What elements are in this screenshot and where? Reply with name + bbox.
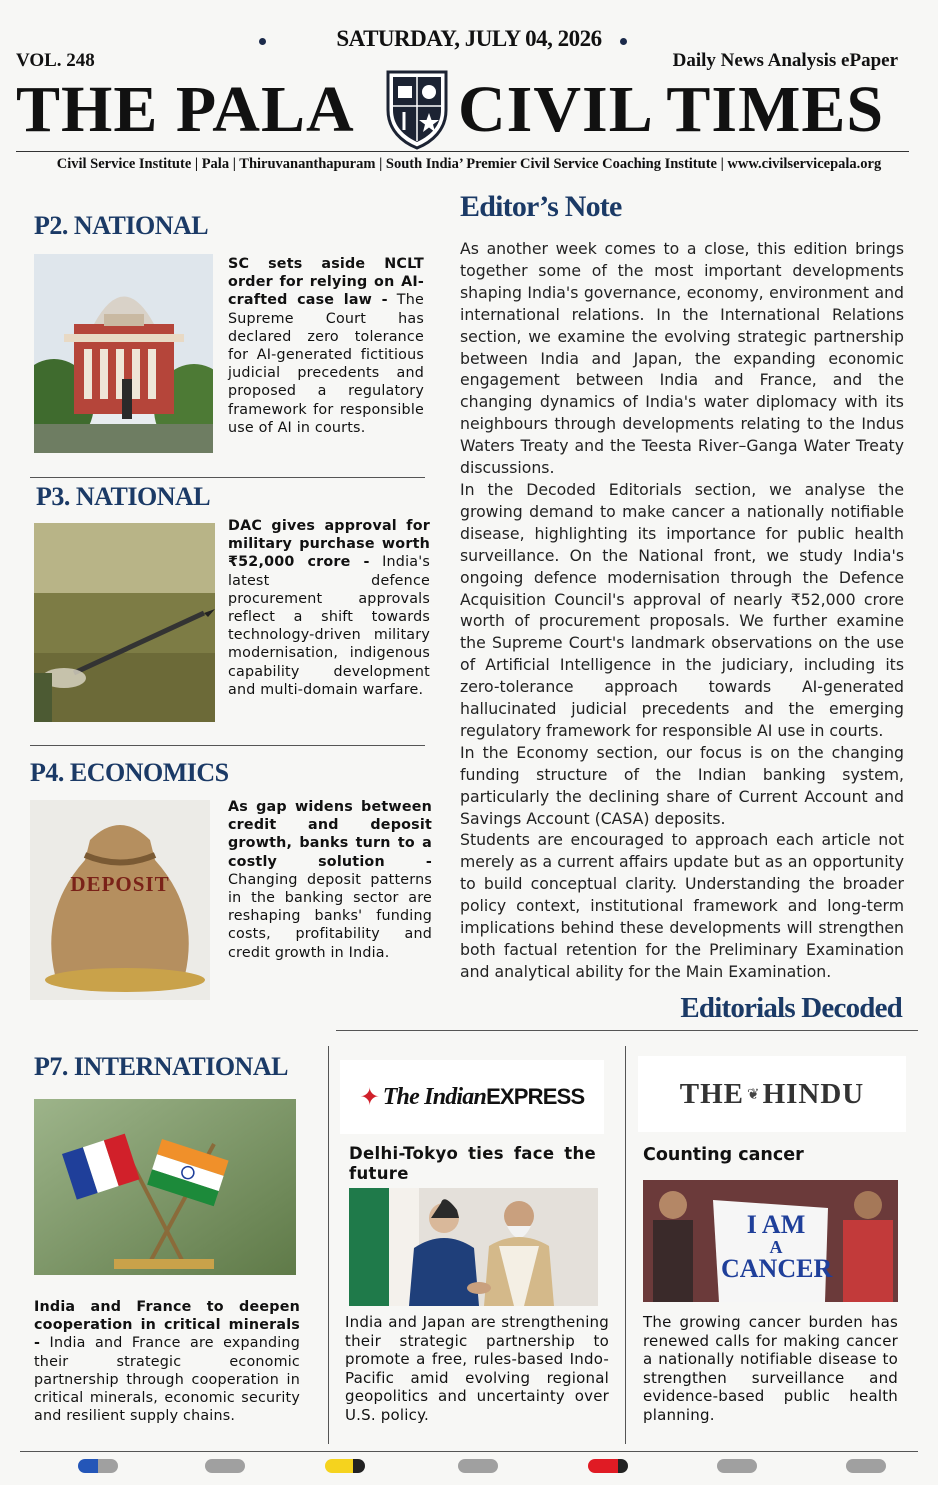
story-p2	[228, 255, 424, 437]
page-indicator-pill[interactable]	[717, 1459, 757, 1473]
supreme-court-photo	[34, 254, 213, 453]
masthead-title-right: CIVIL TIMES	[458, 73, 885, 146]
express-mark-icon: ✦	[359, 1083, 380, 1111]
page-indicator-pill[interactable]	[458, 1459, 498, 1473]
story-p4	[228, 798, 432, 962]
institute-crest-icon	[384, 68, 450, 150]
story-p4-headline[interactable]: As gap widens between credit and deposit growth, banks turn to a costly solution -	[228, 799, 432, 870]
page-indicator-pill[interactable]	[325, 1459, 365, 1473]
column-divider	[625, 1046, 626, 1444]
page-indicator-pill[interactable]	[846, 1459, 886, 1473]
missile-launch-photo	[34, 523, 215, 722]
page-indicator-pill[interactable]	[205, 1459, 245, 1473]
section-heading-p3: P3. NATIONAL	[36, 482, 211, 511]
express-logo-text: The Indian	[382, 1083, 487, 1110]
deposit-sack-label: DEPOSIT	[70, 872, 170, 896]
story-p4-body: Changing deposit patterns in the banking sector are reshaping banks' funding costs, profitability and credit growth in India.	[228, 871, 432, 961]
story-p7-body: India and France are expanding their strategic economic partnership through cooperation in critical minerals, economic security and resilient supply chains.	[34, 1335, 300, 1425]
placard-line: CANCER	[721, 1254, 833, 1283]
institute-tagline: Civil Service Institute | Pala | Thiruvananthapuram | South India’ Premier Civil Service Coaching Institute | www.civilservicepala.org	[56, 156, 882, 172]
placard-line: I AM	[746, 1210, 806, 1239]
edition-label: Daily News Analysis ePaper	[672, 50, 898, 71]
masthead-title-left: THE PALA	[16, 73, 355, 146]
story-p2-headline[interactable]: SC sets aside NCLT order for relying on AI-crafted case law -	[228, 256, 424, 309]
hindu-headline[interactable]: Counting cancer	[643, 1145, 804, 1165]
editor-note-paragraph: In the Decoded Editorials section, we analyse the growing demand to make cancer a nationally notifiable disease, highlighting its importance for public health surveillance. On the National front, we study India's ongoing defence modernisation through the Defence Acquisition Council's approval of nearly ₹52,000 crore worth of procurement proposals. We further examine the Supreme Court's landmark observations on the use of Artificial Intelligence in the judiciary, including its zero-tolerance approach towards AI-generated hallucinated judicial precedents and the emerging regulatory framework for responsible AI use in courts.	[460, 479, 904, 740]
masthead-divider	[16, 151, 909, 152]
editor-note-title: Editor’s Note	[460, 190, 622, 223]
deposit-sack-photo	[30, 800, 210, 1000]
editorials-decoded-heading: Editorials Decoded	[680, 992, 902, 1024]
editor-note-paragraph: In the Economy section, our focus is on the changing funding structure of the Indian banking system, particularly the declining share of Current Account and Savings Account (CASA) deposits.	[460, 742, 904, 828]
express-logo-bold: EXPRESS	[486, 1084, 585, 1109]
hindu-summary: The growing cancer burden has renewed calls for making cancer a nationally notifiable disease to strengthen surveillance and evidence-based public health planning.	[643, 1313, 898, 1424]
divider	[336, 1030, 918, 1031]
column-divider	[328, 1046, 329, 1444]
page-indicator-pill[interactable]	[78, 1459, 118, 1473]
cancer-awareness-photo	[643, 1180, 898, 1302]
india-france-flags-photo	[34, 1099, 296, 1275]
indian-express-logo	[340, 1060, 604, 1134]
hindu-logo-right: HINDU	[762, 1077, 865, 1110]
express-summary: India and Japan are strengthening their strategic partnership to promote a free, rules-based Indo-Pacific amid evolving regional geopolitics and uncertainty over U.S. policy.	[345, 1313, 609, 1424]
section-heading-p2: P2. NATIONAL	[34, 211, 209, 240]
editor-note-body	[460, 238, 904, 983]
story-p3	[228, 517, 430, 699]
the-hindu-logo	[638, 1056, 906, 1132]
placard-line: A	[769, 1237, 783, 1257]
story-p7-headline[interactable]: India and France to deepen cooperation in critical minerals -	[34, 1299, 300, 1352]
story-p3-headline[interactable]: DAC gives approval for military purchase worth ₹52,000 crore -	[228, 518, 430, 571]
section-heading-p7: P7. INTERNATIONAL	[34, 1052, 288, 1081]
volume-number: VOL. 248	[16, 50, 95, 71]
placard-text	[721, 1212, 831, 1282]
decorative-dot-right	[620, 38, 627, 45]
page-indicator-pill[interactable]	[588, 1459, 628, 1473]
divider	[30, 745, 425, 746]
express-headline[interactable]: Delhi-Tokyo ties face the future	[349, 1144, 596, 1183]
footer-divider	[20, 1451, 918, 1452]
leaders-handshake-photo	[349, 1188, 598, 1306]
story-p3-body: India's latest defence procurement approvals reflect a shift towards technology-driven military modernisation, indigenous capability development and multi-domain warfare.	[228, 554, 430, 698]
hindu-logo-left: THE	[679, 1077, 744, 1110]
section-heading-p4: P4. ECONOMICS	[30, 758, 229, 787]
story-p2-body: The Supreme Court has declared zero tolerance for AI-generated fictitious judicial precedents and proposed a regulatory framework for responsible use of AI in courts.	[228, 292, 424, 436]
editor-note-paragraph: As another week comes to a close, this edition brings together some of the most important developments shaping India's governance, economy, environment and international relations. In the International Relations section, we examine the evolving strategic partnership between India and Japan, the expanding economic engagement between India and France, and the changing dynamics of India's water diplomacy with its neighbours through developments relating to the Indus Waters Treaty and the Teesta River–Ganga Water Treaty discussions.	[460, 239, 904, 478]
divider	[30, 477, 425, 478]
issue-date: SATURDAY, JULY 04, 2026	[336, 26, 602, 51]
story-p7	[34, 1298, 300, 1425]
hindu-crest-icon: ❦	[747, 1085, 760, 1103]
editor-note-paragraph: Students are encouraged to approach each article not merely as a current affairs update but as an opportunity to build conceptual clarity. Understanding the broader policy context, institutional framework and long-term implications behind these developments will strengthen both factual retention for the Preliminary Examination and analytical ability for the Main Examination.	[460, 830, 904, 981]
